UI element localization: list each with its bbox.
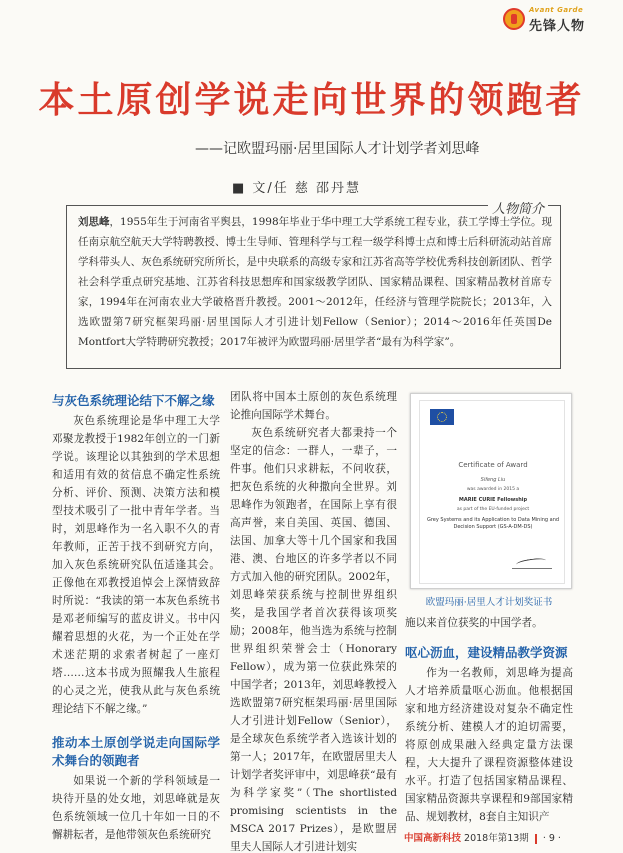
certificate-part: as part of the EU-funded project: [456, 507, 530, 512]
logo-section-title: 先锋人物: [529, 19, 586, 34]
certificate-title: Certificate of Award: [458, 461, 528, 469]
bio-name: 刘思峰: [78, 216, 110, 228]
paragraph: 作为一名教师，刘思峰为提高人才培养质量呕心沥血。他根据国家和地方经济建设对复杂不确定性系统分析、建模人才的迫切需要，将原创成果融入经典定量方法课程，大大提升了课程资源整体建设水平。打造了包括国家精品课程、国家精品资源共享课程和9部国家精品、规划教材，8套自主知识产: [405, 667, 573, 823]
paragraph: 如果说一个新的学科领域是一块待开垦的处女地，刘思峰就是灰色系统领域一位几十年如一日的不懈耕耘者，是他带领灰色系统研究: [52, 775, 220, 841]
photo-caption: 欧盟玛丽·居里人才计划奖证书: [425, 597, 553, 608]
footer-magazine: 中国高新科技: [404, 833, 462, 844]
certificate-awarded: was awarded in 2015 a: [466, 487, 520, 492]
certificate-photo: [410, 393, 572, 589]
magazine-logo: [503, 6, 615, 34]
section-heading-3: 呕心沥血，建设精品教学资源: [405, 645, 568, 660]
article-title: 本土原创学说走向世界的领跑者: [38, 80, 585, 121]
certificate-name: Sifeng Liu: [480, 477, 506, 483]
paragraph: 施以来首位获奖的中国学者。: [405, 617, 543, 629]
footer-issue: 2018年第13期: [464, 833, 529, 844]
signature-icon: [512, 557, 552, 569]
page-footer: [404, 830, 561, 844]
section-heading-1: 与灰色系统理论结下不解之缘: [52, 393, 215, 408]
column-2: [230, 388, 397, 853]
page-number: · 9 ·: [542, 833, 561, 844]
eu-flag-icon: [430, 409, 454, 425]
paragraph: 团队将中国本土原创的灰色系统理论推向国际学术舞台。: [230, 391, 397, 421]
article-subtitle: ——记欧盟玛丽·居里国际人才计划学者刘思峰: [195, 141, 480, 157]
column-3: [405, 614, 573, 826]
certificate-fellowship: MARIE CURIE Fellowship: [458, 497, 528, 503]
footer-divider: [535, 834, 537, 844]
column-1: [52, 392, 220, 844]
bio-body: ，1955年生于河南省平舆县，1998年毕业于华中理工大学系统工程专业，获工学博士学位。现任南京航空航天大学特聘教授、博士生导师、管理科学与工程一级学科博士点和博士后科研流动站首席学科带头人、灰色系统研究所所长，是中央联系的高级专家和江苏省高等学校优秀科技创新团队、哲学社会科学重点研究基地、江苏省科技思想库和国家级教学团队、国家精品课程、国家精品教材首席专家，1994年在河南农业大学破格晋升教授。2001～2012年，任经济与管理学院院长；2013年，入选欧盟第7研究框架玛丽·居里国际人才引进计划Fellow（Senior）；2014～2016年任英国De Montfort大学特聘研究教授；2017年被评为欧盟玛丽·居里学者“最有为科学家”。: [78, 216, 552, 348]
certificate-project: Grey Systems and its Application to Data Mining and Decision Support (GS-A-DM-DS): [426, 517, 560, 530]
bio-label: 人物简介: [488, 198, 548, 217]
bio-text: [78, 212, 552, 352]
logo-english-text: Avant Garde: [529, 6, 584, 14]
logo-emblem-icon: [503, 8, 525, 30]
certificate: [419, 400, 565, 584]
section-heading-2: 推动本土原创学说走向国际学术舞台的领跑者: [52, 735, 220, 768]
article-authors: ■ 文/任 慈 邵丹慧: [232, 181, 362, 196]
paragraph: 灰色系统理论是华中理工大学邓聚龙教授于1982年创立的一门新学说。该理论以其独到的学术思想和适用有效的贫信息不确定性系统分析、评价、预测、决策方法和模型技术吸引了一批中青年学者。当时，刘思峰作为一名入职不久的青年教师，正苦于找不到研究方向，加入灰色系统研究队伍适逢其会。正像他在邓教授追悼会上深情致辞时所说：“我读的第一本灰色系统书是邓老师编写的蓝皮讲义。书中闪耀着思想的火花，为一个正处在学术迷茫期的求索者树起了一座灯塔……这本书成为照耀我人生旅程的心灵之光，使我从此与灰色系统理论结下不解之缘。”: [52, 415, 220, 715]
paragraph: 灰色系统研究者大都秉持一个坚定的信念：一群人，一辈子，一件事。他们只求耕耘，不问收获，把灰色系统的火种撒向全世界。刘思峰作为领跑者，在国际上享有很高声誉，来自美国、英国、德国、法国、加拿大等十几个国家和我国港、澳、台地区的许多学者以不同方式加入他的研究团队。2002年，刘思峰荣获系统与控制世界组织奖，是我国学者首次获得该项奖励；2008年，他当选为系统与控制世界组织荣誉会士（Honorary Fellow），成为第一位获此殊荣的中国学者；2013年，刘思峰教授入选欧盟第7研究框架玛丽·居里国际人才引进计划Fellow（Senior），是全球灰色系统学者入选该计划的第一人；2017年，在欧盟居里夫人计划学者奖评审中，刘思峰获“最有为科学家奖”（The shortlisted promising scientists in the MSCA 2017 Prizes），是欧盟居里夫人国际人才引进计划实: [230, 427, 397, 853]
